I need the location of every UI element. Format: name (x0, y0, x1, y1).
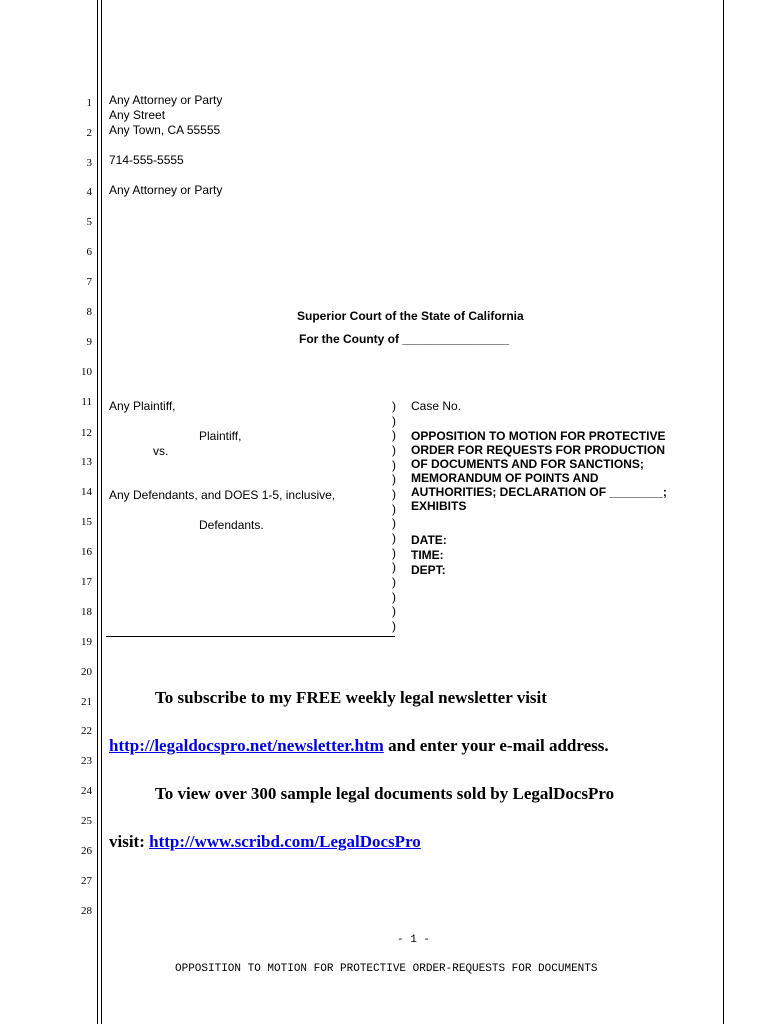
caption-paren: ) (392, 457, 396, 472)
line-number: 17 (81, 576, 92, 588)
line-number: 4 (86, 186, 92, 198)
caption-paren: ) (392, 472, 396, 487)
caption-paren: ) (392, 618, 396, 633)
caption-parens (392, 399, 402, 634)
line-number: 7 (86, 276, 92, 288)
line-number: 18 (81, 606, 92, 618)
line-number: 12 (81, 427, 92, 439)
plaintiff-name: Any Plaintiff, (109, 399, 176, 413)
hearing-time-label: TIME: (411, 548, 444, 562)
attorney-phone: 714-555-5555 (109, 153, 184, 167)
line-number: 13 (81, 456, 92, 468)
document-title-line: OF DOCUMENTS AND FOR SANCTIONS; (411, 457, 644, 471)
versus: vs. (153, 444, 169, 458)
line-number: 23 (81, 755, 92, 767)
line-number: 5 (86, 216, 92, 228)
line-number: 25 (81, 815, 92, 827)
visit-label: visit: (109, 832, 150, 851)
samples-paragraph: To view over 300 sample legal documents sold by LegalDocsPro (155, 784, 615, 803)
caption-paren: ) (392, 604, 396, 619)
document-title-line: EXHIBITS (411, 499, 467, 513)
line-number: 6 (86, 246, 92, 258)
newsletter-instruction: and enter your e-mail address. (383, 736, 609, 755)
footer-title: OPPOSITION TO MOTION FOR PROTECTIVE ORDER-REQUESTS FOR DOCUMENTS (175, 963, 598, 975)
page-number: - 1 - (397, 934, 431, 946)
document-title-line: MEMORANDUM OF POINTS AND (411, 471, 599, 485)
newsletter-link-line (109, 736, 609, 756)
defendant-name: Any Defendants, and DOES 1-5, inclusive, (109, 488, 336, 502)
caption-paren: ) (392, 413, 396, 428)
line-number: 24 (81, 785, 92, 797)
line-number: 1 (86, 97, 92, 109)
newsletter-paragraph: To subscribe to my FREE weekly legal newsletter visit (155, 688, 547, 707)
line-number: 27 (81, 875, 92, 887)
attorney-city: Any Town, CA 55555 (109, 123, 221, 137)
court-name: Superior Court of the State of California (297, 309, 524, 323)
caption-paren: ) (392, 560, 396, 575)
line-number: 11 (81, 396, 92, 408)
caption-bottom-rule (106, 636, 395, 637)
document-title-line: ORDER FOR REQUESTS FOR PRODUCTION (411, 443, 666, 457)
line-number: 2 (86, 127, 92, 139)
document-title (411, 429, 667, 513)
line-number: 22 (81, 725, 92, 737)
document-title-line: AUTHORITIES; DECLARATION OF ________; (411, 485, 667, 499)
hearing-dept-label: DEPT: (411, 563, 446, 577)
samples-link-line (109, 832, 421, 852)
caption-paren: ) (392, 516, 396, 531)
hearing-date-label: DATE: (411, 533, 447, 547)
plaintiff-role: Plaintiff, (199, 429, 242, 443)
attorney-for: Any Attorney or Party (109, 183, 223, 197)
line-number: 20 (81, 666, 92, 678)
caption-paren: ) (392, 574, 396, 589)
caption-paren: ) (392, 486, 396, 501)
line-number: 8 (86, 306, 92, 318)
caption-paren: ) (392, 428, 396, 443)
line-number: 28 (81, 905, 92, 917)
caption-paren: ) (392, 501, 396, 516)
attorney-street: Any Street (109, 108, 166, 122)
line-number: 14 (81, 486, 92, 498)
attorney-name: Any Attorney or Party (109, 93, 223, 107)
line-number: 9 (86, 336, 92, 348)
line-number: 26 (81, 845, 92, 857)
line-number: 16 (81, 546, 92, 558)
left-margin-rule-1 (97, 0, 98, 1024)
caption-paren: ) (392, 530, 396, 545)
line-number: 15 (81, 516, 92, 528)
left-margin-rule-2 (101, 0, 102, 1024)
line-number: 3 (86, 157, 92, 169)
case-number: Case No. (411, 399, 462, 413)
scribd-link[interactable]: http://www.scribd.com/LegalDocsPro (149, 832, 421, 851)
caption-paren: ) (392, 399, 396, 413)
newsletter-link[interactable]: http://legaldocspro.net/newsletter.htm (109, 736, 384, 755)
document-title-line: OPPOSITION TO MOTION FOR PROTECTIVE (411, 429, 666, 443)
caption-paren: ) (392, 442, 396, 457)
line-number: 10 (81, 366, 92, 378)
line-number: 19 (81, 636, 92, 648)
line-number: 21 (81, 696, 92, 708)
right-margin-rule (723, 0, 724, 1024)
defendant-role: Defendants. (199, 518, 264, 532)
caption-paren: ) (392, 589, 396, 604)
court-county: For the County of ________________ (299, 332, 510, 346)
caption-paren: ) (392, 545, 396, 560)
